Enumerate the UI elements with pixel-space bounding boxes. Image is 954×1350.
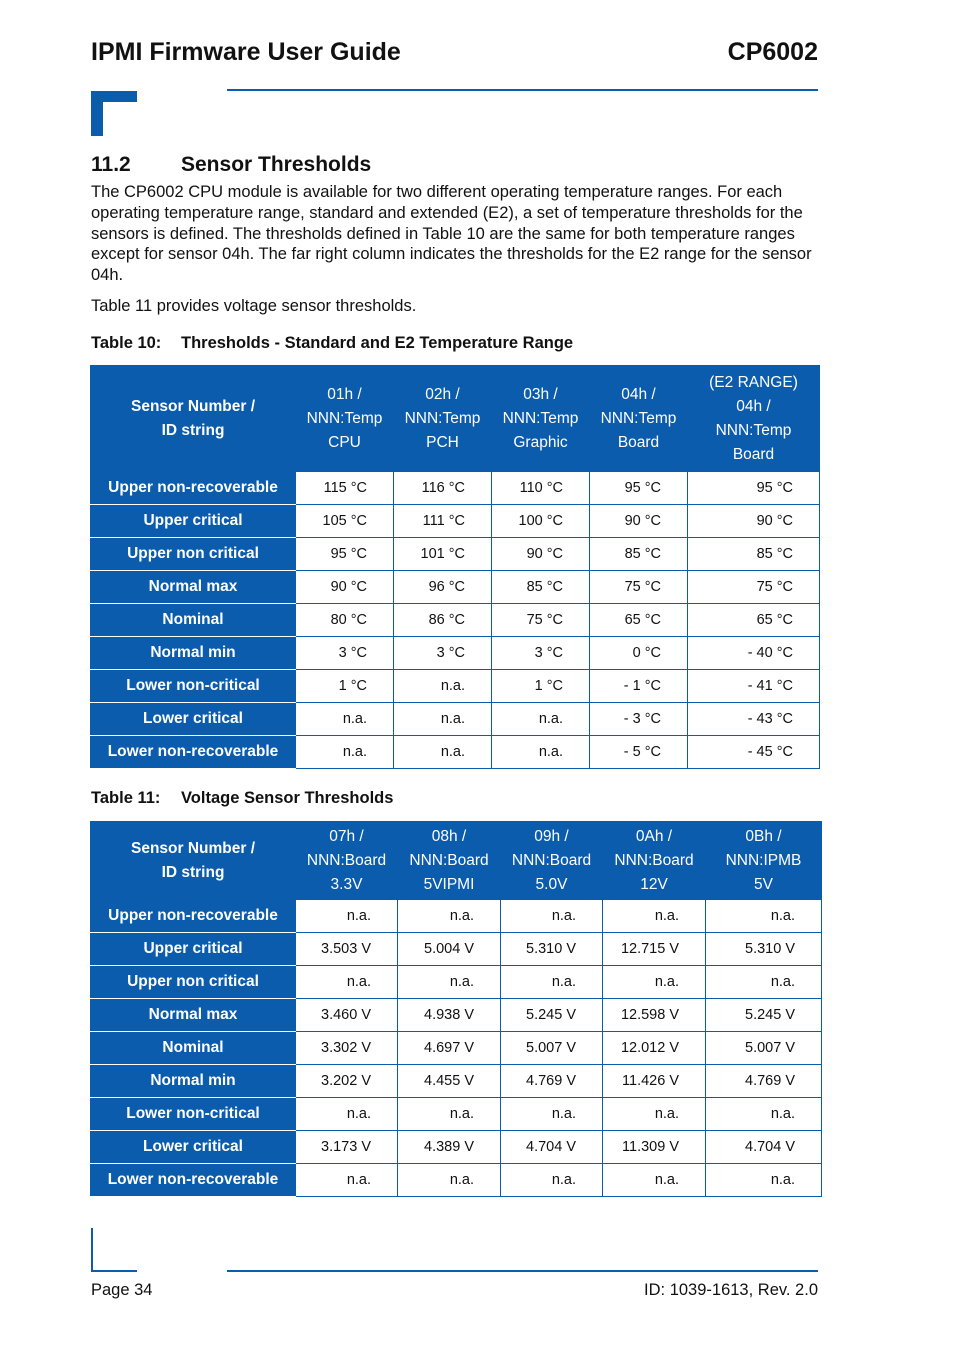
table-cell: n.a. <box>296 900 398 933</box>
table-cell: n.a. <box>706 900 822 933</box>
table11-corner-header <box>91 822 296 900</box>
document-id: ID: 1039-1613, Rev. 2.0 <box>644 1281 818 1299</box>
table-cell: - 3 °C <box>590 703 688 736</box>
column-header <box>706 822 822 900</box>
table-row <box>91 538 820 571</box>
table-cell: 90 °C <box>296 571 394 604</box>
column-header <box>394 366 492 472</box>
column-header <box>603 822 706 900</box>
table-cell: 4.704 V <box>706 1131 822 1164</box>
table-cell: 75 °C <box>492 604 590 637</box>
header-line: 01h / <box>327 385 362 403</box>
table-cell: 95 °C <box>688 472 820 505</box>
header-line: 09h / <box>534 827 569 845</box>
table-cell: 11.309 V <box>603 1131 706 1164</box>
column-header <box>501 822 603 900</box>
page-number: Page 34 <box>91 1281 153 1299</box>
table-cell: n.a. <box>394 670 492 703</box>
table-reference-paragraph: Table 11 provides voltage sensor thresholds. <box>91 297 417 315</box>
row-label: Upper critical <box>91 933 296 966</box>
table-cell: 4.455 V <box>398 1065 501 1098</box>
table-cell: 5.245 V <box>706 999 822 1032</box>
header-line: 0Ah / <box>635 827 673 845</box>
table-cell: 95 °C <box>590 472 688 505</box>
header-line: Sensor Number / <box>130 839 256 857</box>
table-cell: 11.426 V <box>603 1065 706 1098</box>
section-title: Sensor Thresholds <box>181 153 372 176</box>
table-row <box>91 736 820 769</box>
document-title: IPMI Firmware User Guide <box>91 38 401 66</box>
temperature-thresholds-table <box>90 365 820 769</box>
table-row <box>91 1065 822 1098</box>
row-label: Lower non-recoverable <box>91 736 296 769</box>
header-line: 03h / <box>523 385 558 403</box>
table-cell: n.a. <box>603 900 706 933</box>
table-cell: n.a. <box>501 1164 603 1197</box>
column-header <box>688 366 820 472</box>
table-cell: n.a. <box>394 703 492 736</box>
table-cell: 95 °C <box>296 538 394 571</box>
table-cell: n.a. <box>706 1098 822 1131</box>
header-line: 08h / <box>431 827 467 845</box>
header-line: 04h / <box>621 385 656 403</box>
table-cell: 101 °C <box>394 538 492 571</box>
row-label: Upper non critical <box>91 538 296 571</box>
table-cell: n.a. <box>296 1098 398 1131</box>
table-cell: 90 °C <box>492 538 590 571</box>
table-cell: 4.697 V <box>398 1032 501 1065</box>
table11-caption <box>91 789 393 808</box>
table-cell: 96 °C <box>394 571 492 604</box>
table-cell: n.a. <box>296 703 394 736</box>
table11-label: Table 11: <box>91 789 161 807</box>
table-cell: 90 °C <box>590 505 688 538</box>
table-row <box>91 604 820 637</box>
table-cell: 5.245 V <box>501 999 603 1032</box>
table-cell: 3 °C <box>394 637 492 670</box>
table-row <box>91 1131 822 1164</box>
table-cell: 3.503 V <box>296 933 398 966</box>
header-line: 5V <box>754 875 773 893</box>
row-label: Lower non-recoverable <box>91 1164 296 1197</box>
header-line: NNN:Board <box>511 851 592 869</box>
table-cell: n.a. <box>603 1098 706 1131</box>
header-line: Sensor Number / <box>130 397 256 415</box>
header-line: NNN:IPMB <box>725 851 802 869</box>
row-label: Upper non-recoverable <box>91 472 296 505</box>
table-cell: - 40 °C <box>688 637 820 670</box>
table-cell: 4.769 V <box>501 1065 603 1098</box>
table-cell: n.a. <box>501 900 603 933</box>
header-line: 04h / <box>736 397 771 415</box>
header-line: NNN:Temp <box>715 421 792 439</box>
table-cell: 105 °C <box>296 505 394 538</box>
table-cell: 115 °C <box>296 472 394 505</box>
table-cell: 85 °C <box>492 571 590 604</box>
table10-title: Thresholds - Standard and E2 Temperature Range <box>181 334 574 352</box>
table-cell: 110 °C <box>492 472 590 505</box>
corner-mark-bottom <box>91 1228 137 1272</box>
column-header <box>398 822 501 900</box>
table-row <box>91 1032 822 1065</box>
header-line: CPU <box>328 433 361 451</box>
section-number: 11.2 <box>91 153 131 176</box>
table-cell: n.a. <box>492 703 590 736</box>
section-heading <box>91 153 371 177</box>
table-cell: n.a. <box>501 1098 603 1131</box>
table-cell: n.a. <box>296 1164 398 1197</box>
table-cell: 3.460 V <box>296 999 398 1032</box>
table-cell: 0 °C <box>590 637 688 670</box>
header-line: NNN:Temp <box>600 409 677 427</box>
row-label: Lower non-critical <box>91 1098 296 1131</box>
table-cell: 80 °C <box>296 604 394 637</box>
header-line: PCH <box>426 433 459 451</box>
table-row <box>91 1098 822 1131</box>
table-cell: 5.007 V <box>706 1032 822 1065</box>
table-row <box>91 999 822 1032</box>
table-cell: 4.769 V <box>706 1065 822 1098</box>
table-cell: n.a. <box>603 966 706 999</box>
header-line: 07h / <box>329 827 364 845</box>
table-row <box>91 670 820 703</box>
table10-label: Table 10: <box>91 334 162 352</box>
table-row <box>91 900 822 933</box>
table-cell: - 45 °C <box>688 736 820 769</box>
table-cell: 85 °C <box>590 538 688 571</box>
table-cell: 5.310 V <box>706 933 822 966</box>
row-label: Normal min <box>91 1065 296 1098</box>
row-label: Normal max <box>91 999 296 1032</box>
table10-corner-header <box>91 366 296 472</box>
table-cell: 111 °C <box>394 505 492 538</box>
table-cell: n.a. <box>296 736 394 769</box>
corner-mark-top <box>91 91 137 136</box>
table-cell: - 1 °C <box>590 670 688 703</box>
table-cell: 65 °C <box>688 604 820 637</box>
table-row <box>91 472 820 505</box>
table-row <box>91 571 820 604</box>
table-cell: 4.938 V <box>398 999 501 1032</box>
header-rule <box>227 89 818 91</box>
footer-rule <box>227 1270 818 1272</box>
header-line: 5VIPMI <box>423 875 475 893</box>
column-header <box>296 366 394 472</box>
row-label: Normal min <box>91 637 296 670</box>
table-cell: 3 °C <box>296 637 394 670</box>
table-cell: n.a. <box>398 900 501 933</box>
header-line: 5.0V <box>535 875 568 893</box>
table-cell: 3 °C <box>492 637 590 670</box>
column-header <box>296 822 398 900</box>
product-model: CP6002 <box>727 38 818 66</box>
table-cell: 5.007 V <box>501 1032 603 1065</box>
table-row <box>91 966 822 999</box>
table-cell: n.a. <box>706 1164 822 1197</box>
table-cell: 12.715 V <box>603 933 706 966</box>
header-line: Board <box>732 445 775 463</box>
table-row <box>91 637 820 670</box>
row-label: Lower non-critical <box>91 670 296 703</box>
header-line: (E2 RANGE) <box>709 373 798 391</box>
table-cell: 100 °C <box>492 505 590 538</box>
table-cell: - 5 °C <box>590 736 688 769</box>
table-cell: n.a. <box>398 966 501 999</box>
table-cell: 86 °C <box>394 604 492 637</box>
header-line: ID string <box>161 863 225 881</box>
column-header <box>590 366 688 472</box>
table-cell: n.a. <box>706 966 822 999</box>
voltage-thresholds-table <box>90 821 822 1197</box>
table-cell: 1 °C <box>492 670 590 703</box>
table-cell: 75 °C <box>590 571 688 604</box>
table-cell: 5.310 V <box>501 933 603 966</box>
header-line: NNN:Board <box>614 851 694 869</box>
header-line: Board <box>617 433 660 451</box>
table-row <box>91 703 820 736</box>
table-cell: n.a. <box>603 1164 706 1197</box>
row-label: Lower critical <box>91 1131 296 1164</box>
table-cell: n.a. <box>501 966 603 999</box>
row-label: Lower critical <box>91 703 296 736</box>
table-cell: 12.598 V <box>603 999 706 1032</box>
header-line: 3.3V <box>330 875 363 893</box>
table-cell: - 41 °C <box>688 670 820 703</box>
row-label: Upper non-recoverable <box>91 900 296 933</box>
table-cell: 85 °C <box>688 538 820 571</box>
header-line: NNN:Board <box>306 851 387 869</box>
header-line: NNN:Temp <box>306 409 383 427</box>
column-header <box>492 366 590 472</box>
table-cell: 3.173 V <box>296 1131 398 1164</box>
row-label: Nominal <box>91 604 296 637</box>
row-label: Normal max <box>91 571 296 604</box>
header-line: 0Bh / <box>745 827 782 845</box>
table-row <box>91 505 820 538</box>
table-cell: 3.302 V <box>296 1032 398 1065</box>
table-cell: n.a. <box>394 736 492 769</box>
header-line: Graphic <box>513 433 568 451</box>
header-line: ID string <box>161 421 225 439</box>
table10-caption <box>91 334 573 353</box>
row-label: Upper non critical <box>91 966 296 999</box>
table-cell: 1 °C <box>296 670 394 703</box>
table-cell: 75 °C <box>688 571 820 604</box>
table-cell: 4.389 V <box>398 1131 501 1164</box>
table-cell: - 43 °C <box>688 703 820 736</box>
table11-title: Voltage Sensor Thresholds <box>181 789 394 807</box>
header-line: NNN:Temp <box>404 409 481 427</box>
table-cell: 12.012 V <box>603 1032 706 1065</box>
table-cell: 116 °C <box>394 472 492 505</box>
table-row <box>91 933 822 966</box>
table-cell: 65 °C <box>590 604 688 637</box>
header-line: NNN:Temp <box>502 409 579 427</box>
table-cell: n.a. <box>296 966 398 999</box>
header-line: 12V <box>640 875 668 893</box>
table-cell: 90 °C <box>688 505 820 538</box>
table-cell: 5.004 V <box>398 933 501 966</box>
row-label: Nominal <box>91 1032 296 1065</box>
intro-paragraph: The CP6002 CPU module is available for two different operating temperature ranges. For each operating temperature range, standard and extended (E2), a set of temperature thresholds for the sensors is defined. The thresholds defined in Table 10 are the same for both temperature ranges except for sensor 04h. The far right column indicates the thresholds for the E2 range for the sensor 04h. <box>91 183 812 285</box>
table-row <box>91 1164 822 1197</box>
table-cell: n.a. <box>398 1164 501 1197</box>
table-cell: 4.704 V <box>501 1131 603 1164</box>
header-line: 02h / <box>425 385 460 403</box>
table-cell: n.a. <box>492 736 590 769</box>
header-line: NNN:Board <box>409 851 489 869</box>
table-cell: 3.202 V <box>296 1065 398 1098</box>
row-label: Upper critical <box>91 505 296 538</box>
table-cell: n.a. <box>398 1098 501 1131</box>
